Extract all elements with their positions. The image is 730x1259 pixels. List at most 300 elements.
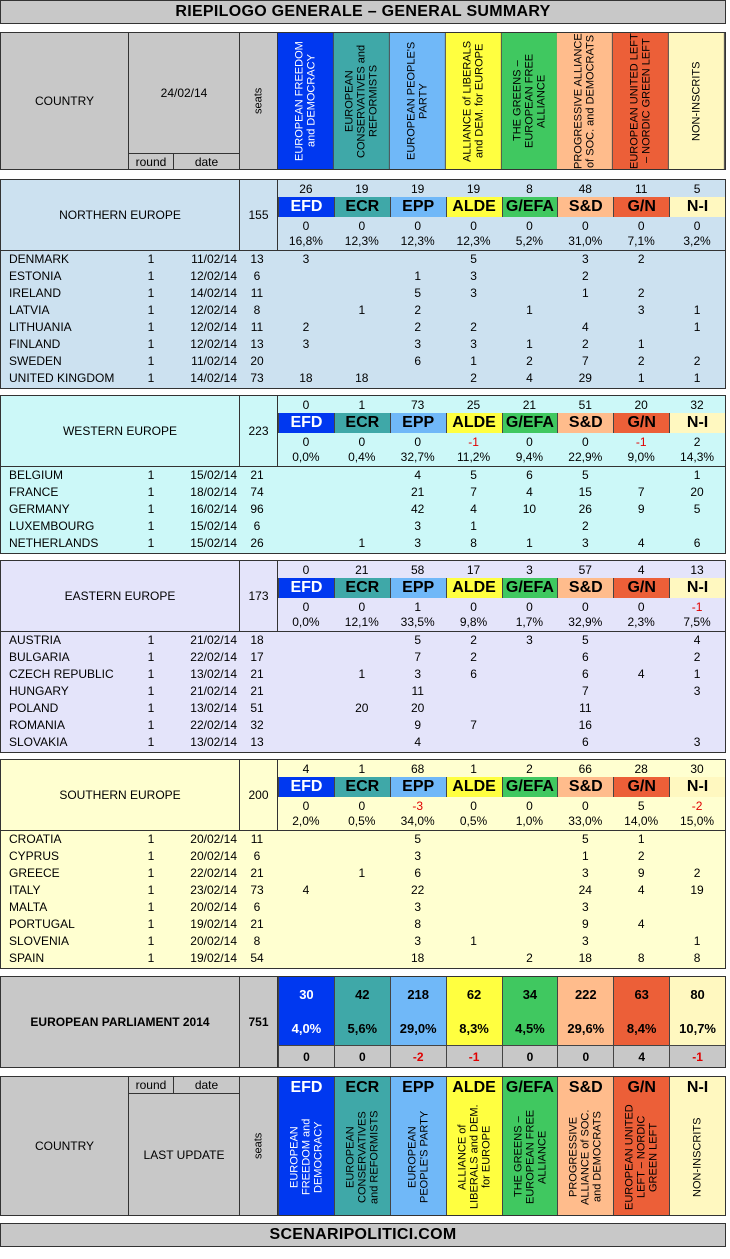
ep-party-col	[278, 977, 334, 1067]
region-2	[0, 560, 726, 753]
seat-value: 3	[581, 252, 589, 266]
seat-value: 1	[526, 303, 533, 317]
region-change: -1	[635, 435, 647, 449]
party-header-alde: ALLIANCE of LIBERALS and DEM. for EUROPE	[446, 33, 502, 169]
region-change: 0	[581, 799, 589, 813]
seat-value: 4	[637, 883, 645, 897]
party-header-ecr: EUROPEAN CONSERVATIVES and REFORMISTS	[334, 33, 390, 169]
bottom-last-update: LAST UPDATE	[143, 1147, 225, 1162]
bottom-party-name: NON-INSCRITS	[691, 1117, 704, 1197]
region-pct: 2,3%	[627, 615, 655, 629]
country-date: 19/02/14	[190, 951, 237, 965]
seat-value: 3	[470, 286, 477, 300]
country-name: FRANCE	[9, 485, 59, 499]
table-row	[1, 950, 725, 967]
seat-value: 3	[302, 337, 310, 351]
seat-value: 9	[637, 502, 645, 516]
party-header-row	[278, 33, 725, 169]
table-row	[1, 717, 725, 734]
country-seats: 51	[250, 701, 264, 715]
region-total: 17	[466, 563, 481, 577]
table-row	[1, 848, 725, 865]
ep-pct: 4,5%	[515, 1020, 545, 1036]
country-date: 13/02/14	[190, 667, 237, 681]
seat-value: 4	[302, 883, 310, 897]
ep-total: 62	[466, 986, 482, 1002]
seat-value: 2	[470, 320, 477, 334]
seat-value: 11	[579, 701, 592, 715]
country-name: CZECH REPUBLIC	[9, 667, 114, 681]
region-abbr: G/N	[613, 777, 669, 797]
seat-value: 9	[637, 866, 645, 880]
seat-value: 29	[578, 371, 592, 385]
country-seats: 21	[250, 917, 264, 931]
seat-value: 2	[637, 354, 645, 368]
seat-value: 1	[358, 303, 366, 317]
seat-value: 22	[411, 883, 425, 897]
region-total: 2	[526, 762, 533, 776]
seat-value: 15	[578, 485, 592, 499]
seat-value: 1	[358, 536, 366, 550]
seat-value: 4	[693, 633, 701, 647]
table-row	[1, 251, 725, 268]
region-abbr: ALDE	[446, 777, 502, 797]
region-seats: 155	[248, 208, 269, 222]
country-date: 20/02/14	[190, 934, 237, 948]
ep-party-col	[557, 977, 613, 1067]
table-row	[1, 899, 725, 916]
seat-value: 3	[414, 536, 422, 550]
ep-total: 80	[690, 986, 705, 1002]
region-total: 25	[466, 398, 481, 412]
table-row	[1, 285, 725, 302]
ep-change: 0	[303, 1050, 310, 1064]
seat-value: 3	[693, 735, 701, 749]
bottom-party-abbr: G/EFA	[505, 1079, 554, 1096]
country-seats: 13	[250, 252, 264, 266]
country-name: SWEDEN	[9, 354, 62, 368]
region-pct: 3,2%	[683, 234, 711, 248]
country-seats: 8	[253, 303, 261, 317]
ep-total: 218	[407, 986, 430, 1002]
country-name: SLOVENIA	[9, 934, 70, 948]
country-seats: 17	[250, 650, 264, 664]
region-total: 19	[411, 182, 425, 196]
header-seats-label: seats	[252, 87, 265, 115]
region-change: 2	[693, 435, 701, 449]
seat-value: 2	[526, 354, 533, 368]
region-pct: 16,8%	[288, 234, 323, 248]
country-seats: 11	[250, 832, 264, 846]
ep-total: 30	[299, 986, 314, 1002]
bottom-party-ni	[669, 1077, 725, 1215]
country-name: ROMANIA	[9, 718, 66, 732]
footer-site: SCENARIPOLITICI.COM	[0, 1223, 726, 1247]
region-name: SOUTHERN EUROPE	[59, 788, 181, 802]
seat-value: 21	[411, 485, 425, 499]
country-round: 1	[147, 718, 155, 732]
bottom-party-epp	[390, 1077, 446, 1215]
region-pct: 12,3%	[344, 234, 379, 248]
country-seats: 26	[250, 536, 264, 550]
country-name: GREECE	[9, 866, 60, 880]
region-total: 1	[470, 762, 477, 776]
seat-value: 5	[414, 832, 422, 846]
seat-value: 3	[693, 684, 701, 698]
region-3	[0, 759, 726, 969]
region-abbr: G/EFA	[502, 777, 558, 797]
country-seats: 21	[250, 684, 264, 698]
header-round-label: round	[135, 154, 167, 169]
region-pct: 9,0%	[627, 450, 655, 464]
ep-party-block	[335, 977, 390, 1046]
ep-pct: 8,4%	[626, 1020, 657, 1036]
seat-value: 1	[693, 667, 701, 681]
seat-value: 7	[470, 485, 477, 499]
seat-value: 5	[470, 252, 477, 266]
region-total: 21	[355, 563, 369, 577]
seat-value: 2	[637, 849, 645, 863]
seat-value: 1	[637, 371, 645, 385]
country-name: AUSTRIA	[9, 633, 62, 647]
region-pct: 0,0%	[292, 615, 320, 629]
seat-value: 26	[578, 502, 592, 516]
country-seats: 13	[250, 735, 264, 749]
bottom-date-label: date	[194, 1078, 219, 1092]
seat-value: 2	[470, 633, 477, 647]
seat-value: 2	[637, 286, 645, 300]
seat-value: 18	[411, 951, 425, 965]
region-pct: 0,5%	[459, 814, 488, 828]
region-total: 21	[522, 398, 537, 412]
bottom-party-name: EUROPEAN FREEDOM and DEMOCRACY	[288, 1118, 325, 1196]
seat-value: 1	[526, 337, 533, 351]
table-row	[1, 916, 725, 933]
ep-party-block	[279, 977, 334, 1046]
seat-value: 24	[578, 883, 592, 897]
seat-value: 2	[470, 650, 477, 664]
table-row	[1, 501, 725, 518]
ep-label: EUROPEAN PARLIAMENT 2014	[30, 1015, 210, 1029]
country-name: CYPRUS	[9, 849, 60, 863]
seat-value: 10	[522, 502, 537, 516]
region-abbr: G/EFA	[502, 197, 558, 217]
ep-change: -1	[468, 1050, 480, 1064]
country-round: 1	[147, 633, 155, 647]
party-header-gefa: THE GREENS – EUROPEAN FREE ALLIANCE	[502, 33, 558, 169]
country-date: 20/02/14	[190, 832, 237, 846]
seat-value: 3	[414, 849, 422, 863]
table-row	[1, 370, 725, 387]
country-seats: 21	[250, 667, 264, 681]
region-abbr: G/N	[613, 578, 669, 598]
region-change: 0	[526, 219, 533, 233]
region-pct: 1,7%	[515, 615, 544, 629]
region-name: WESTERN EUROPE	[62, 424, 177, 438]
ep-party-block	[670, 977, 725, 1046]
seat-value: 42	[411, 502, 425, 516]
region-abbr: ECR	[334, 578, 390, 598]
seat-value: 1	[414, 269, 422, 283]
ep-change: 0	[526, 1050, 534, 1064]
country-seats: 73	[250, 883, 264, 897]
seat-value: 5	[470, 468, 477, 482]
seat-value: 3	[470, 337, 477, 351]
region-seats: 173	[248, 589, 269, 603]
seat-value: 5	[581, 468, 589, 482]
country-round: 1	[147, 934, 155, 948]
seat-value: 1	[637, 832, 645, 846]
seat-value: 1	[693, 934, 701, 948]
country-name: GERMANY	[9, 502, 70, 516]
region-pct: 12,1%	[344, 615, 379, 629]
region-abbr: N-I	[669, 578, 725, 598]
country-seats: 21	[250, 468, 264, 482]
party-header-gn: EUROPEAN UNITED LEFT – NORDIC GREEN LEFT	[613, 33, 669, 169]
country-name: LATVIA	[9, 303, 50, 317]
region-abbr: G/EFA	[502, 578, 558, 598]
ep-total: 63	[634, 986, 649, 1002]
region-change: 0	[581, 435, 589, 449]
seat-value: 1	[693, 303, 701, 317]
seat-value: 20	[355, 701, 369, 715]
seat-value: 3	[526, 633, 533, 647]
ep-party-block	[447, 977, 502, 1046]
seat-value: 9	[414, 718, 422, 732]
region-abbr: G/EFA	[502, 413, 558, 433]
region-change: -1	[691, 600, 703, 614]
table-row	[1, 467, 725, 484]
region-pct: 1,0%	[515, 814, 544, 828]
bottom-party-sd	[557, 1077, 613, 1215]
region-change: 0	[414, 219, 422, 233]
region-change: -3	[412, 799, 424, 813]
country-date: 23/02/14	[190, 883, 237, 897]
region-total: 0	[302, 563, 310, 577]
seat-value: 18	[355, 371, 369, 385]
region-change: 0	[526, 435, 533, 449]
country-name: SLOVAKIA	[9, 735, 68, 749]
country-name: BULGARIA	[9, 650, 70, 664]
bottom-party-gn	[613, 1077, 669, 1215]
region-abbr: S&D	[557, 413, 613, 433]
seat-value: 2	[414, 303, 422, 317]
country-name: UNITED KINGDOM	[9, 371, 115, 385]
region-total: 20	[634, 398, 648, 412]
region-1	[0, 395, 726, 554]
seat-value: 6	[414, 354, 422, 368]
seat-value: 2	[693, 866, 701, 880]
region-change: 0	[470, 219, 477, 233]
ep-total: 222	[574, 986, 597, 1002]
ep-pct: 8,3%	[459, 1020, 489, 1036]
region-0	[0, 179, 726, 389]
bottom-party-abbr: EPP	[402, 1079, 435, 1096]
seat-value: 3	[581, 536, 589, 550]
ep-pct: 29,0%	[399, 1020, 437, 1036]
country-seats: 8	[253, 934, 261, 948]
bottom-party-name: PROGRESSIVE ALLIANCE of SOC. and DEMOCRATS	[567, 1109, 604, 1205]
ep-party-block	[503, 977, 558, 1046]
ep-summary	[0, 976, 726, 1068]
region-abbr: S&D	[557, 578, 613, 598]
country-date: 11/02/14	[191, 252, 237, 266]
region-abbr: ALDE	[446, 413, 502, 433]
page-title: RIEPILOGO GENERALE – GENERAL SUMMARY	[0, 0, 726, 24]
region-total: 19	[355, 182, 369, 196]
region-total: 19	[466, 182, 481, 196]
header-block	[0, 32, 726, 170]
seat-value: 6	[526, 468, 533, 482]
region-pct: 34,0%	[400, 814, 435, 828]
country-round: 1	[147, 917, 155, 931]
country-date: 13/02/14	[190, 701, 237, 715]
country-seats: 32	[250, 718, 264, 732]
country-round: 1	[147, 303, 155, 317]
region-abbr: ECR	[334, 197, 390, 217]
ep-pct: 5,6%	[347, 1020, 378, 1036]
bottom-country: COUNTRY	[34, 1139, 95, 1153]
region-abbr: EFD	[278, 578, 334, 598]
region-pct: 0,0%	[292, 450, 320, 464]
seat-value: 3	[414, 934, 422, 948]
region-change: 0	[302, 219, 310, 233]
region-change: 0	[526, 600, 533, 614]
region-pct: 11,2%	[456, 450, 491, 464]
country-date: 20/02/14	[190, 900, 237, 914]
seat-value: 6	[693, 536, 701, 550]
region-abbr: EPP	[390, 777, 446, 797]
region-change: 0	[470, 799, 477, 813]
party-header-sd: PROGRESSIVE ALLIANCE of SOC. and DEMOCRATS	[557, 33, 613, 169]
seat-value: 8	[693, 951, 701, 965]
seat-value: 1	[693, 320, 701, 334]
seat-value: 2	[581, 337, 589, 351]
seat-value: 7	[470, 718, 477, 732]
country-date: 14/02/14	[190, 371, 237, 385]
bottom-party-name: EUROPEAN UNITED LEFT – NORDIC GREEN LEFT	[623, 1104, 660, 1210]
region-total: 66	[578, 762, 592, 776]
region-change: 0	[358, 219, 366, 233]
seat-value: 4	[526, 371, 533, 385]
seat-value: 6	[581, 650, 589, 664]
seat-value: 5	[581, 633, 589, 647]
region-abbr: EFD	[278, 777, 334, 797]
region-total: 4	[637, 563, 645, 577]
country-seats: 6	[253, 519, 261, 533]
country-seats: 13	[250, 337, 264, 351]
region-pct: 33,5%	[400, 615, 435, 629]
country-round: 1	[147, 536, 155, 550]
region-abbr: G/N	[613, 197, 669, 217]
bottom-party-name: EUROPEAN PEOPLE'S PARTY	[406, 1110, 431, 1204]
seat-value: 3	[581, 934, 589, 948]
seat-value: 20	[411, 701, 425, 715]
region-pct: 0,5%	[348, 814, 376, 828]
seat-value: 2	[470, 371, 477, 385]
region-change: 0	[581, 219, 589, 233]
table-row	[1, 666, 725, 683]
region-abbr: EPP	[390, 197, 446, 217]
country-round: 1	[147, 354, 155, 368]
region-pct: 32,7%	[400, 450, 435, 464]
region-total: 30	[690, 762, 704, 776]
country-round: 1	[147, 900, 155, 914]
region-change: 0	[581, 600, 589, 614]
seat-value: 1	[637, 337, 645, 351]
seat-value: 4	[637, 917, 645, 931]
region-pct: 12,3%	[400, 234, 435, 248]
country-seats: 6	[253, 900, 261, 914]
ep-change: -1	[692, 1050, 703, 1064]
region-total: 0	[302, 398, 310, 412]
country-date: 22/02/14	[190, 650, 237, 664]
country-seats: 73	[250, 371, 264, 385]
region-total: 8	[526, 182, 533, 196]
seat-value: 3	[581, 866, 589, 880]
ep-party-col	[334, 977, 390, 1067]
seat-value: 6	[414, 866, 422, 880]
region-abbr: N-I	[669, 197, 725, 217]
seat-value: 3	[414, 667, 422, 681]
country-round: 1	[147, 735, 155, 749]
seat-value: 5	[414, 633, 422, 647]
country-date: 12/02/14	[190, 269, 237, 283]
table-row	[1, 734, 725, 751]
country-name: FINLAND	[9, 337, 61, 351]
seat-value: 5	[693, 502, 701, 516]
seat-value: 5	[414, 286, 422, 300]
region-abbr: N-I	[669, 413, 725, 433]
region-change: 0	[302, 435, 310, 449]
table-row	[1, 865, 725, 882]
bottom-party-name: ALLIANCE of LIBERALS and DEM. for EUROPE	[456, 1104, 493, 1210]
bottom-party-abbr: ECR	[345, 1079, 380, 1096]
country-round: 1	[147, 320, 155, 334]
region-seats: 200	[248, 788, 269, 802]
country-round: 1	[147, 519, 155, 533]
region-abbr: ECR	[334, 777, 390, 797]
ep-pct: 10,7%	[679, 1020, 716, 1036]
country-seats: 11	[250, 320, 264, 334]
region-change: 0	[637, 219, 645, 233]
table-row	[1, 302, 725, 319]
country-date: 15/02/14	[190, 468, 237, 482]
seat-value: 4	[581, 320, 589, 334]
region-change: 5	[637, 799, 645, 813]
region-change: -1	[468, 435, 479, 449]
country-name: SPAIN	[9, 951, 45, 965]
table-row	[1, 518, 725, 535]
table-row	[1, 882, 725, 899]
seat-value: 4	[414, 735, 422, 749]
seat-value: 4	[526, 485, 533, 499]
region-pct: 5,2%	[515, 234, 544, 248]
region-abbr: S&D	[557, 197, 613, 217]
region-pct: 7,1%	[627, 234, 655, 248]
seat-value: 1	[470, 519, 477, 533]
region-name: EASTERN EUROPE	[64, 589, 176, 603]
region-total: 57	[578, 563, 592, 577]
region-total: 13	[690, 563, 704, 577]
ep-party-block	[391, 977, 446, 1046]
country-name: ESTONIA	[9, 269, 62, 283]
seat-value: 9	[581, 917, 589, 931]
bottom-party-name: THE GREENS – EUROPEAN FREE ALLIANCE	[511, 1109, 548, 1205]
bottom-header	[0, 1076, 726, 1216]
country-date: 18/02/14	[190, 485, 237, 499]
region-abbr: ALDE	[446, 197, 502, 217]
